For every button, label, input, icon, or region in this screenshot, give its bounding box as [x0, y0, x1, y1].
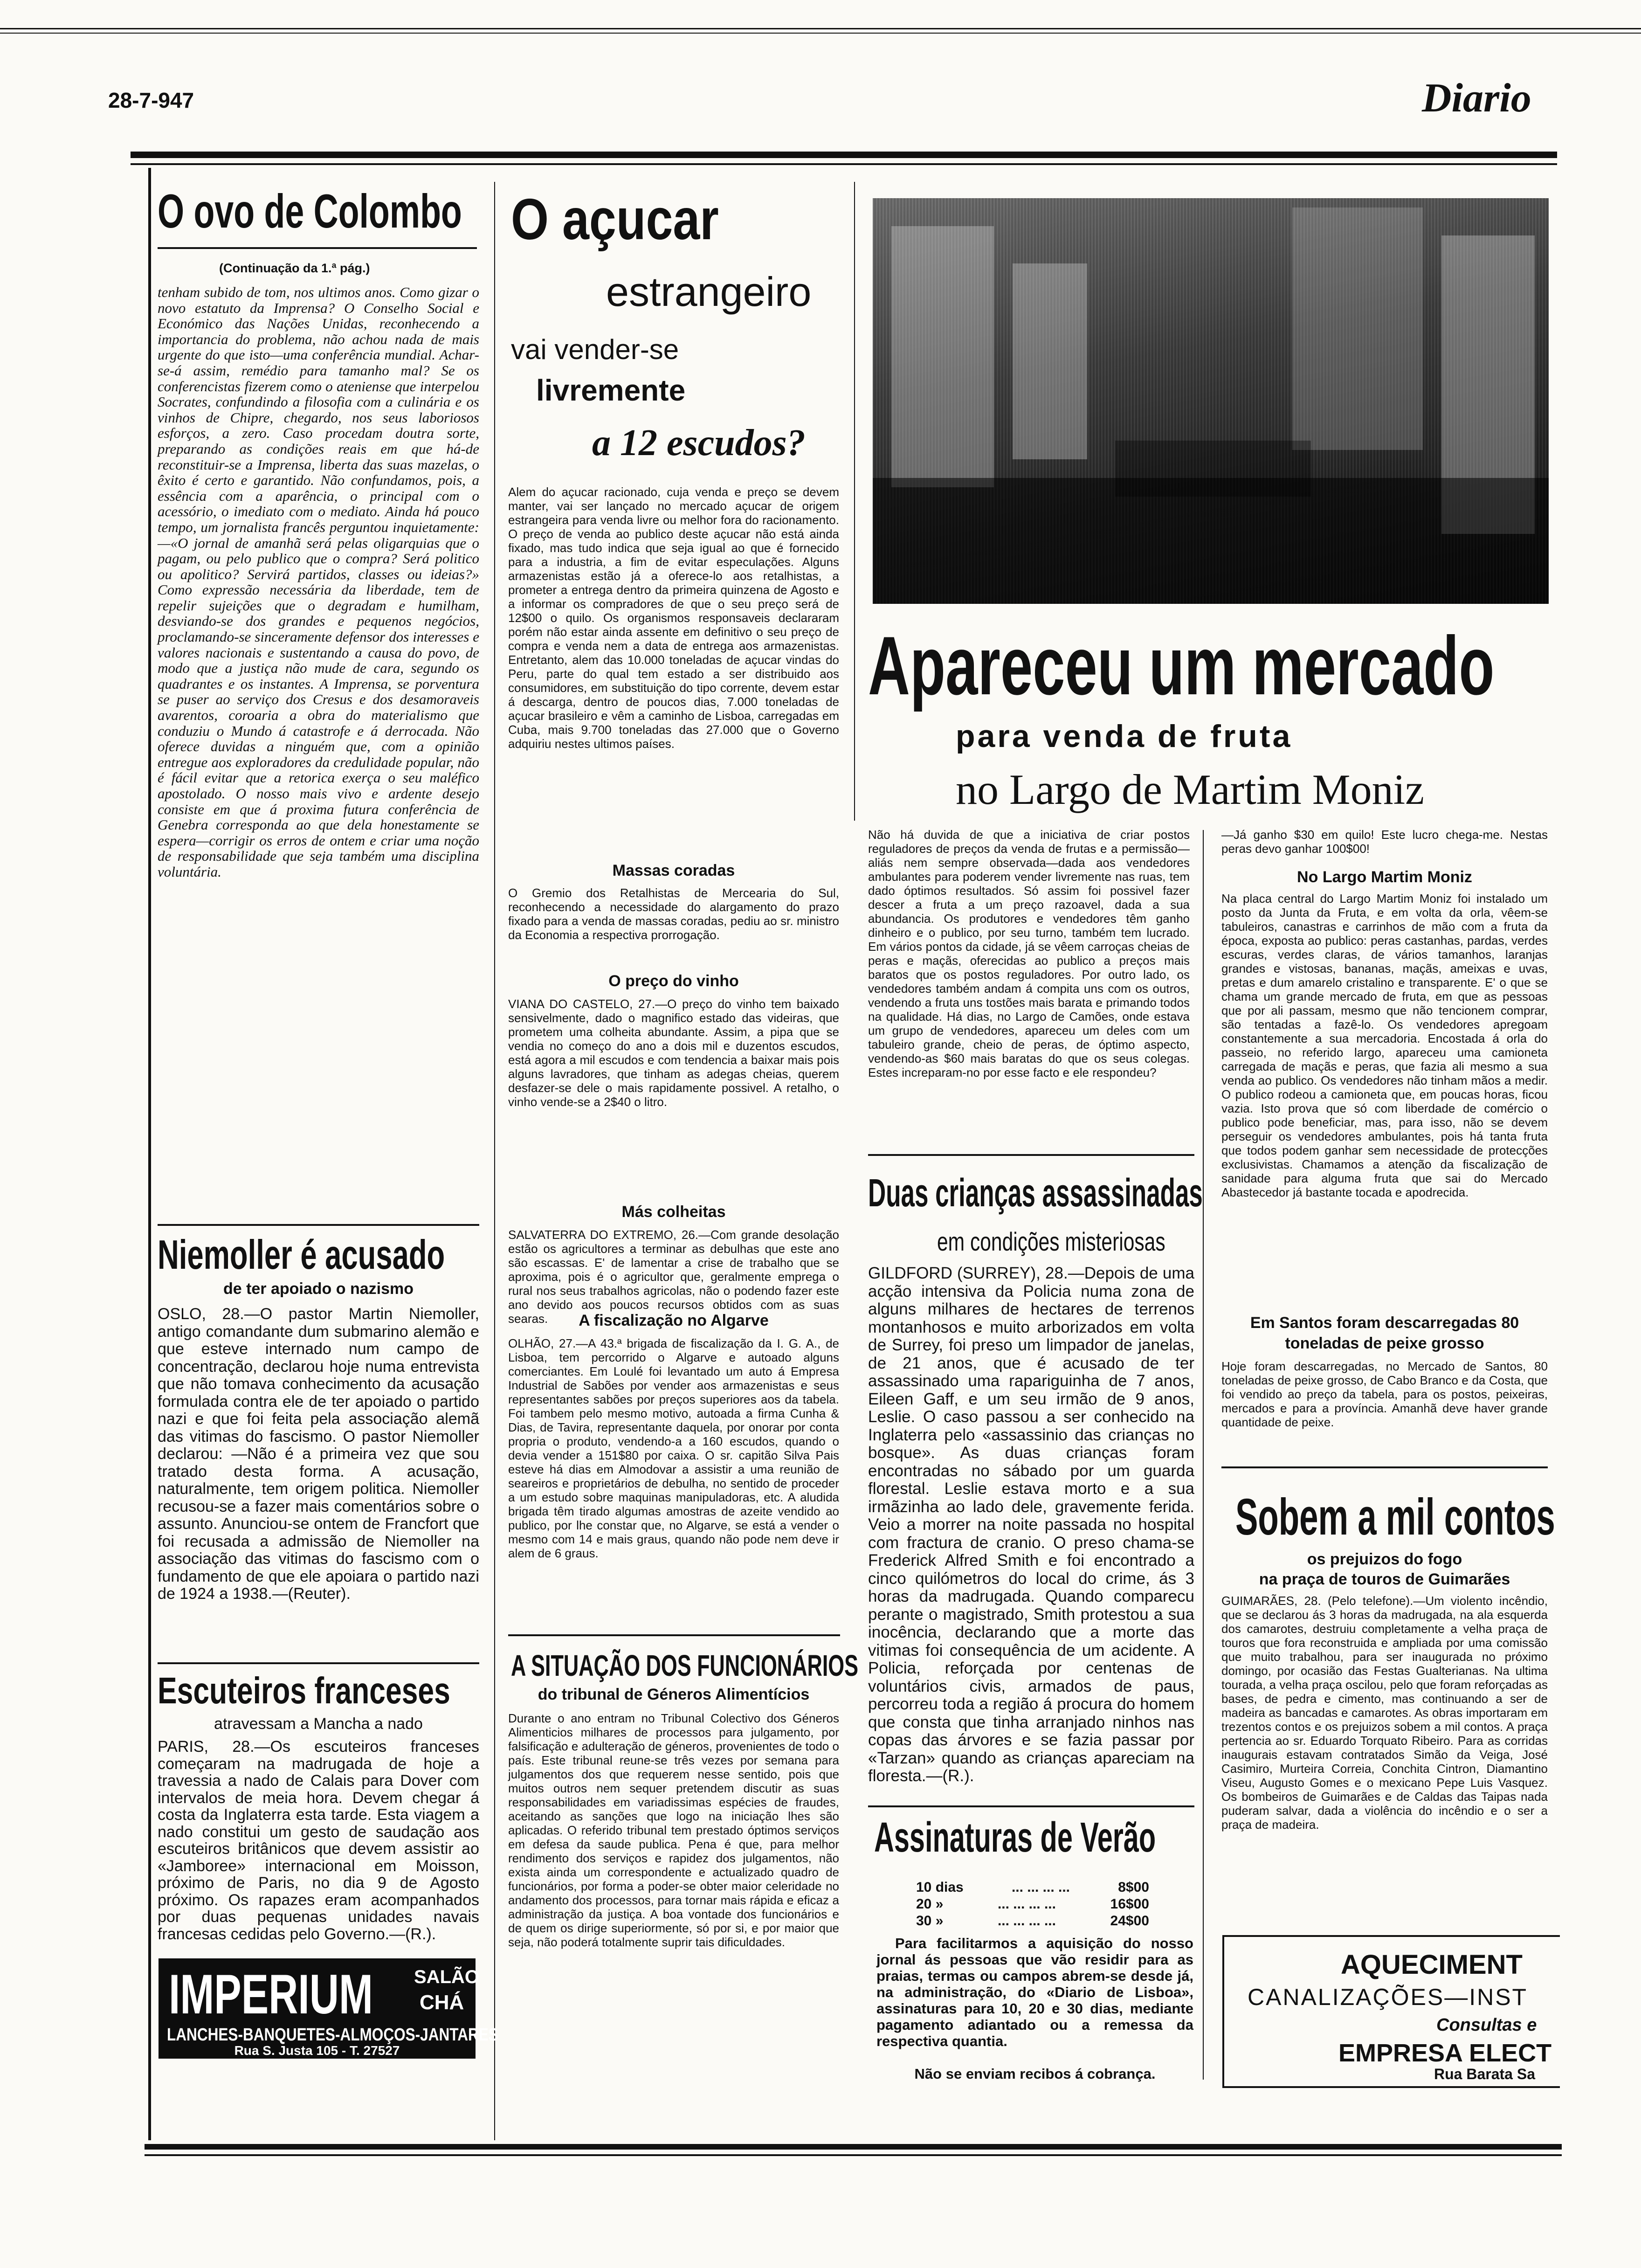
issue-date: 28-7-947 [108, 88, 194, 112]
article-body: O Gremio dos Retalhistas de Mercearia do Sul, reconhecendo a necessidade do alargamento do prazo fixado para a venda de massas coradas, pediu ao sr. ministro da Economia a respectiva prorrogação. [508, 886, 839, 942]
subheadline-tribunal: do tribunal de Géneros Alimentícios [538, 1686, 810, 1703]
rate-row: 30 » ... ... ... ... 24$00 [916, 1913, 1149, 1929]
ad-line-5: Rua Barata Sa [1434, 2066, 1535, 2082]
imperium-salao: SALÃO [414, 1967, 479, 1987]
headline-niemoller: Niemoller é acusado [158, 1231, 445, 1278]
subhead-fiscalizacao-algarve: A fiscalização no Algarve [579, 1312, 769, 1329]
article-body: SALVATERRA DO EXTREMO, 26.—Com grande desolação estão os agricultores a terminar as debulhas que este ano são escassas. E' de lamentar a crise de trabalho que se aproxima, pois é o agricultor que, geralmente emprega o rural nos seus trabalhos agricolas, não o podendo fazer este ano devido aos poucos recursos obtidos com as suas searas. [508, 1228, 839, 1326]
article-body: OLHÃO, 27.—A 43.ª brigada de fiscalização da I. G. A., de Lisboa, tem percorrido o Algarve e autoado alguns comerciantes. Em Loulé foi levantado um auto á Empresa Industrial de Sabões por vender aos armazenistas e seus representantes sabões por preços superiores aos da tabela. Foi tambem pelo mesmo motivo, autoada a firma Cunha & Dias, de Tavira, representante daquela, por onorar por conta propria o produto, vendendo-a a 160 escudos, quando o devia vender a 151$80 por caixa. O sr. capitão Silva Pais esteve há dias em Almodovar a assistir a uma reunião de seareiros e proprietários de debulha, no sentido de proceder a um estudo sobre maquinas manipuladoras, etc. A aludida brigada têm tirado algumas amostras de azeite vendido ao publico, por lhe constar que, no Algarve, se está a vender o mesmo com 14 e mais graus, quando não pode nem deve ir alem de 6 graus. [508, 1336, 839, 1560]
ad-line-2: CANALIZAÇÕES—INST [1248, 1984, 1528, 2010]
headline-escuteiros: Escuteiros franceses [158, 1670, 450, 1711]
imperium-services: LANCHES-BANQUETES-ALMOÇOS-JANTARES [167, 2025, 498, 2045]
ad-line-3: Consultas e [1436, 2015, 1537, 2035]
subhead-largo-martim-moniz: No Largo Martim Moniz [1297, 868, 1472, 886]
headline-line-2: estrangeiro [606, 269, 812, 315]
imperium-advertisement [159, 1958, 498, 2059]
aquecimento-advertisement [1222, 1935, 1560, 2088]
subheadline-largo-martim-moniz: no Largo de Martim Moniz [956, 766, 1424, 813]
subscription-note: Não se enviam recibos á cobrança. [914, 2066, 1156, 2082]
imperium-cha: CHÁ [420, 1991, 464, 2014]
article-body: Hoje foram descarregadas, no Mercado de Santos, 80 toneladas de peixe grosso, de Cabo Branco e da Costa, que foi vendido ao preço da tabela, para os postos, peixeiras, mercados e para a província. Amanhã deve haver grande quantidade de peixe. [1221, 1359, 1548, 1429]
subhead-santos-peixe: Em Santos foram descarregadas 80 toneladas de peixe grosso [1250, 1314, 1519, 1352]
subscription-text: Para facilitarmos a aquisição do nosso jornal ás pessoas que vão residir para as praias, termas ou campos abrem-se desde já, na administração, do «Diario de Lisboa», assinaturas para 10, 20 e 30 dias, mediante pagamento adiantado ou a remessa da respectiva quantia. [876, 1935, 1193, 2049]
article-body: —Já ganho $30 em quilo! Este lucro chega-me. Nestas peras devo ganhar 100$00! [1221, 828, 1548, 856]
subheadline-prejuizos: os prejuizos do fogo [1307, 1550, 1462, 1568]
subheadline-venda-fruta: para venda de fruta [956, 719, 1293, 754]
headline-line-5: a 12 escudos? [592, 422, 806, 463]
continuation-note: (Continuação da 1.ª pág.) [219, 261, 370, 275]
subheadline-escuteiros: atravessam a Mancha a nado [214, 1715, 423, 1733]
ad-line-4: EMPRESA ELECT [1338, 2039, 1552, 2067]
headline-duas-criancas: Duas crianças assassinadas [868, 1171, 1203, 1215]
headline-situacao-funcionarios: A SITUAÇÃO DOS FUNCIONÁRIOS [511, 1649, 859, 1682]
article-body: Na placa central do Largo Martim Moniz foi instalado um posto da Junta da Fruta, e em volta da orla, vêem-se tabuleiros, canastras e carrinhos de mão com a fruta da época, exposta ao publico: peras castanhas, pardas, verdes escuras, verdes claras, de vários tamanhos, laranjas grandes e vistosas, bananas, maçãs, ameixas e uvas, pretas e dum amarelo cristalino e transparente. E' o que se chama um grande mercado de fruta, em que as pessoas que por ali passam, mesmo que não tencionem comprar, são tentadas a fazê-lo. Os vendedores apregoam constantemente a sua mercadoria. Encostada á orla do passeio, no referido largo, apareceu uma camioneta carregada de maçãs e peras, que fazia ali mesmo a sua venda ao publico. Os vendedores não tinham mãos a medir. O publico rodeou a camioneta que, em poucas horas, ficou vazia. Isto prova que só com liberdade de comércio o publico pode beneficiar, mas, para isso, não se devem perseguir os vendedores ambulantes, pois há tanta fruta que todos podem ganhar sem necessidade de protecções exclusivistas. Chamamos a atenção da fiscalização de sanidade para alguma fruta que sai do Mercado Abastecedor já bastante tocada e apodrecida. [1221, 892, 1548, 1199]
imperium-name: IMPERIUM [169, 1963, 373, 2026]
article-body: Durante o ano entram no Tribunal Colectivo dos Géneros Alimenticios milhares de processos para julgamento, por falsificação e adulteração de géneros, provenientes de todo o país. Este tribunal reune-se três vezes por semana para julgamentos dos que requerem nesse sentido, pois que muitos outros nem sequer pretendem discutir as suas responsabilidades em variadissimas espécies de fraudes, aceitando as sanções que logo na iniciação lhes são aplicadas. O referido tribunal tem prestado óptimos serviços em defesa da saude publica. Pena é que, para melhor rendimento dos serviços e rapidez dos julgamentos, não exista ainda um correspondente e actualizado quadro de funcionários, por forma a poder-se obter maior celeridade no andamento dos processos, para tornar mais rápida e eficaz a administração da justiça. A boa vontade dos funcionários e de quem os dirige superiormente, só por si, e por maior que seja, não poderá totalmente suprir tais dificuldades. [508, 1711, 839, 1949]
article-body: tenham subido de tom, nos ultimos anos. Como gizar o novo estatuto da Imprensa? O Conselho Social e Económico das Nações Unidas, reconhecendo a importancia do problema, não achou nada de mais urgente do que isto—uma conferência mundial. Achar-se-á assim, remédio para tamanho mal? Se os conferencistas fizerem como o ateniense que interpelou Socrates, confundindo a filosofia com a culinária e os vinhos de Chipre, chegardo, nos seus laboriosos esforços, a zero. Caso procedam doutra sorte, preparando as condições reais em que há-de reconstituir-se a Imprensa, liberta das suas mazelas, o êxito é certo e garantido. Não confundamos, pois, a essência com a aparência, o principal com o acessório, o imediato com o mediato. Ainda há pouco tempo, um jornalista francês perguntou inquietamente: —«O jornal de amanhã será pelas oligarquias que o pagam, ou pelo publico que o compra? Será politico ou apolitico? Servirá partidos, classes ou ideias?» Como expressão necessária da liberdade, tem de repelir sujeições que o degradam e humilham, desviando-se dos grandes e pequenos negócios, proclamando-se sinceramente defensor dos interesses e valores nacionais e sustentando a causa do povo, de modo que a justiça não mude de cara, segundo os quadrantes e os instantes. A Imprensa, se porventura se puser ao serviço dos Cresus e dos desamoraveis avarentos, coroaria a obra do materialismo que conduziu o Mundo á catastrofe e á derrocada. Não oferece duvidas a ninguém que, com a opinião entregue aos exploradores da credulidade popular, não é fácil evitar que a retorica exerça o seu maléfico apostolado. O nosso mais vivo e ardente desejo consiste em que á proxima futura conferência de Genebra corresponda ao que dela honestamente se espera—corrigir os erros de ontem e criar uma noção de responsabilidade que seja também uma disciplina voluntária. [158, 284, 479, 880]
headline-sobem-mil-contos: Sobem a mil contos [1235, 1488, 1555, 1546]
subheadline-praca-touros: na praça de touros de Guimarães [1259, 1570, 1510, 1588]
headline-ovo-de-colombo: O ovo de Colombo [158, 185, 462, 238]
article-body: GILDFORD (SURREY), 28.—Depois de uma acção intensiva da Policia numa zona de alguns milhares de hectares de terrenos montanhosos e muito arborizados em volta de Surrey, foi preso um limpador de janelas, de 21 anos, que é acusado de ter assassinado uma rapariguinha de 7 anos, Eileen Gaff, e um seu irmão de 9 anos, Leslie. O caso passou a ser conhecido na Inglaterra pelo «assassinio das crianças no bosque». As duas crianças foram encontradas no sábado por um guarda florestal. Leslie estava morto e a sua irmãzinha ao lado dele, gravemente ferida. Veio a morrer na noite passada no hospital com fractura de cranio. O preso chama-se Frederick Alfred Smith e foi encontrado a cinco quilómetros do local do crime, ás 3 horas da madrugada. Quando comparecu perante o magistrado, Smith protestou a sua inocência, declarando que a morte das vitimas foi consequência de um acidente. A Policia, reforçada por centenas de voluntários civis, armados de paus, percorreu toda a região á procura do homem que consta que tinha arranjado ninhos nas copas das árvores e se fazia passar por «Tarzan» quando as crianças apareciam na floresta.—(R.). [868, 1264, 1194, 1785]
rates-table [916, 1879, 1149, 1929]
rate-row: 20 » ... ... ... ... 16$00 [916, 1896, 1149, 1912]
headline-line-4: livremente [536, 373, 686, 407]
article-body: VIANA DO CASTELO, 27.—O preço do vinho tem baixado sensivelmente, dado o magnifico estado das videiras, que prometem uma colheita abundante. Assim, a pipa que se vendia no começo do ano a dois mil e duzentos escudos, está agora a mil escudos e com tendencia a baixar mais pois alguns lavradores, que tinham as adegas cheias, querem desfazer-se dele o mais rapidamente possivel. A retalho, o vinho vende-se a 2$40 o litro. [508, 997, 839, 1109]
photo-fruit-market-martim-moniz [873, 198, 1549, 604]
subheadline-condicoes-misteriosas: em condições misteriosas [937, 1227, 1165, 1256]
article-body: GUIMARÃES, 28. (Pelo telefone).—Um violento incêndio, que se declarou ás 3 horas da madrugada, na ala esquerda dos camarotes, destruiu completamente a velha praça de touros que fora reconstruida e ampliada por uma comissão que muito trabalhou, para ser inaugurada no próximo domingo, por ocasião das Festas Gualterianas. Na ultima tourada, a velha praça oscilou, pelo que foram reforçadas as bases, de pedra e cimento, mas continuando a ser de madeira as bancadas e camarotes. As obras importaram em trezentos contos e os prejuizos sobem a mil contos. A praça pertencia ao sr. Eduardo Torquato Ribeiro. Para as corridas inaugurais estavam contratados Simão da Veiga, José Casimiro, Murteira Correia, Conchita Cintron, Diamantino Viseu, Augusto Gomes e o mexicano Pepe Luis Vasquez. Os bombeiros de Guimarães e de Caldas das Taipas nada puderam salvar, dada a violência do incêndio e o ser a praça de madeira. [1221, 1594, 1548, 1832]
subhead-mas-colheitas: Más colheitas [621, 1203, 726, 1221]
headline-line-1: O açucar [511, 187, 719, 252]
ad-line-1: AQUECIMENT [1341, 1950, 1523, 1980]
article-body: Alem do açucar racionado, cuja venda e preço se devem manter, vai ser lançado no mercado açucar de origem estrangeira para venda livre ou melhor fora do racionamento. O preço de venda ao publico deste açucar não está ainda fixado, mas tudo indica que seja igual ao que é fornecido para a industria, a fim de evitar especulações. Alguns armazenistas estão já a oferece-lo aos retalhistas, a prometer a entrega dentro da primeira quinzena de Agosto e a informar os compradores de que o seu preço será de 12$00 o quilo. Os organismos responsaveis declararam porém não estar ainda assente em definitivo o seu preço de compra e venda nem a data de entrega aos armazenistas. Entretanto, alem das 10.000 toneladas de açucar vindas do Peru, parte do qual tem estado a ser distribuido aos consumidores, em substituição do tipo corrente, devem estar á descarga, dentro de poucos dias, 7.000 toneladas de açucar brasileiro e vêm a caminho de Lisboa, carregadas em Cuba, mais 9.700 toneladas das 27.000 que o Governo adquiriu nestes ultimos países. [508, 485, 839, 751]
headline-apareceu-mercado: Apareceu um mercado [868, 619, 1495, 712]
article-body: OSLO, 28.—O pastor Martin Niemoller, antigo comandante dum submarino alemão e que esteve internado num campo de concentração, declarou hoje numa entrevista que não tomava conhecimento da acusação formulada contra ele de ter apoiado o partido nazi e que foi feita pela associação alemã das vitimas do fascismo. O pastor Niemoller declarou: —Não é a primeira vez que sou tratado desta forma. A acusação, naturalmente, tem origem politica. Niemoller recusou-se a fazer mais comentários sobre o assunto. Anunciou-se ontem de Francfort que foi recusada a admissão de Niemoller na associação das vitimas do fascismo com o fundamento de que ele apoiara o partido nazi de 1924 a 1938.—(Reuter). [158, 1305, 479, 1603]
subhead-massas-coradas: Massas coradas [612, 862, 735, 879]
rate-row: 10 dias ... ... ... ... 8$00 [916, 1880, 1149, 1895]
article-body: PARIS, 28.—Os escuteiros franceses começaram na madrugada de hoje a travessia a nado de Calais para Dover com intervalos de meia hora. Devem chegar á costa da Inglaterra esta tarde. Esta viagem a nado constitui um gesto de saudação aos escuteiros britânicos que devem assistir ao «Jamboree» internacional em Moisson, próximo de Paris, no dia 9 de Agosto próximo. Os rapazes eram acompanhados por duas pequenas unidades navais francesas cedidas pelo Governo.—(R.). [158, 1738, 479, 1943]
subheadline-niemoller: de ter apoiado o nazismo [223, 1280, 414, 1298]
imperium-address: Rua S. Justa 105 - T. 27527 [234, 2043, 400, 2058]
subhead-preco-vinho: O preço do vinho [608, 972, 739, 990]
headline-assinaturas: Assinaturas de Verão [874, 1814, 1156, 1861]
newspaper-name: Diario [1422, 76, 1531, 121]
article-body: Não há duvida de que a iniciativa de criar postos reguladores de preços da venda de frutas e a permissão—aliás nem sempre observada—dada aos vendedores ambulantes para poderem vender livremente nas ruas, tem dado óptimos resultados. Só assim foi possivel fazer descer a fruta a um preço razoavel, dada a sua abundancia. Os produtores e vendedores têm ganho dinheiro e o publico, por seu turno, também tem lucrado. Em vários pontos da cidade, já se vêem carroças cheias de peras e maçãs, oferecidas ao publico a preços mais baratos que os postos reguladores. Por outro lado, os vendedores também andam á compita uns com os outros, vendendo a fruta uns tostões mais barata e primando todos na qualidade. Há dias, no Largo de Camões, onde estava um grupo de vendedores, apareceu um deles com um tabuleiro grande, cheio de peras, de óptimo aspecto, vendendo-as $60 mais baratas do que os seus colegas. Estes increparam-no por esse facto e ele respondeu? [868, 828, 1190, 1079]
headline-line-3: vai vender-se [511, 334, 679, 365]
